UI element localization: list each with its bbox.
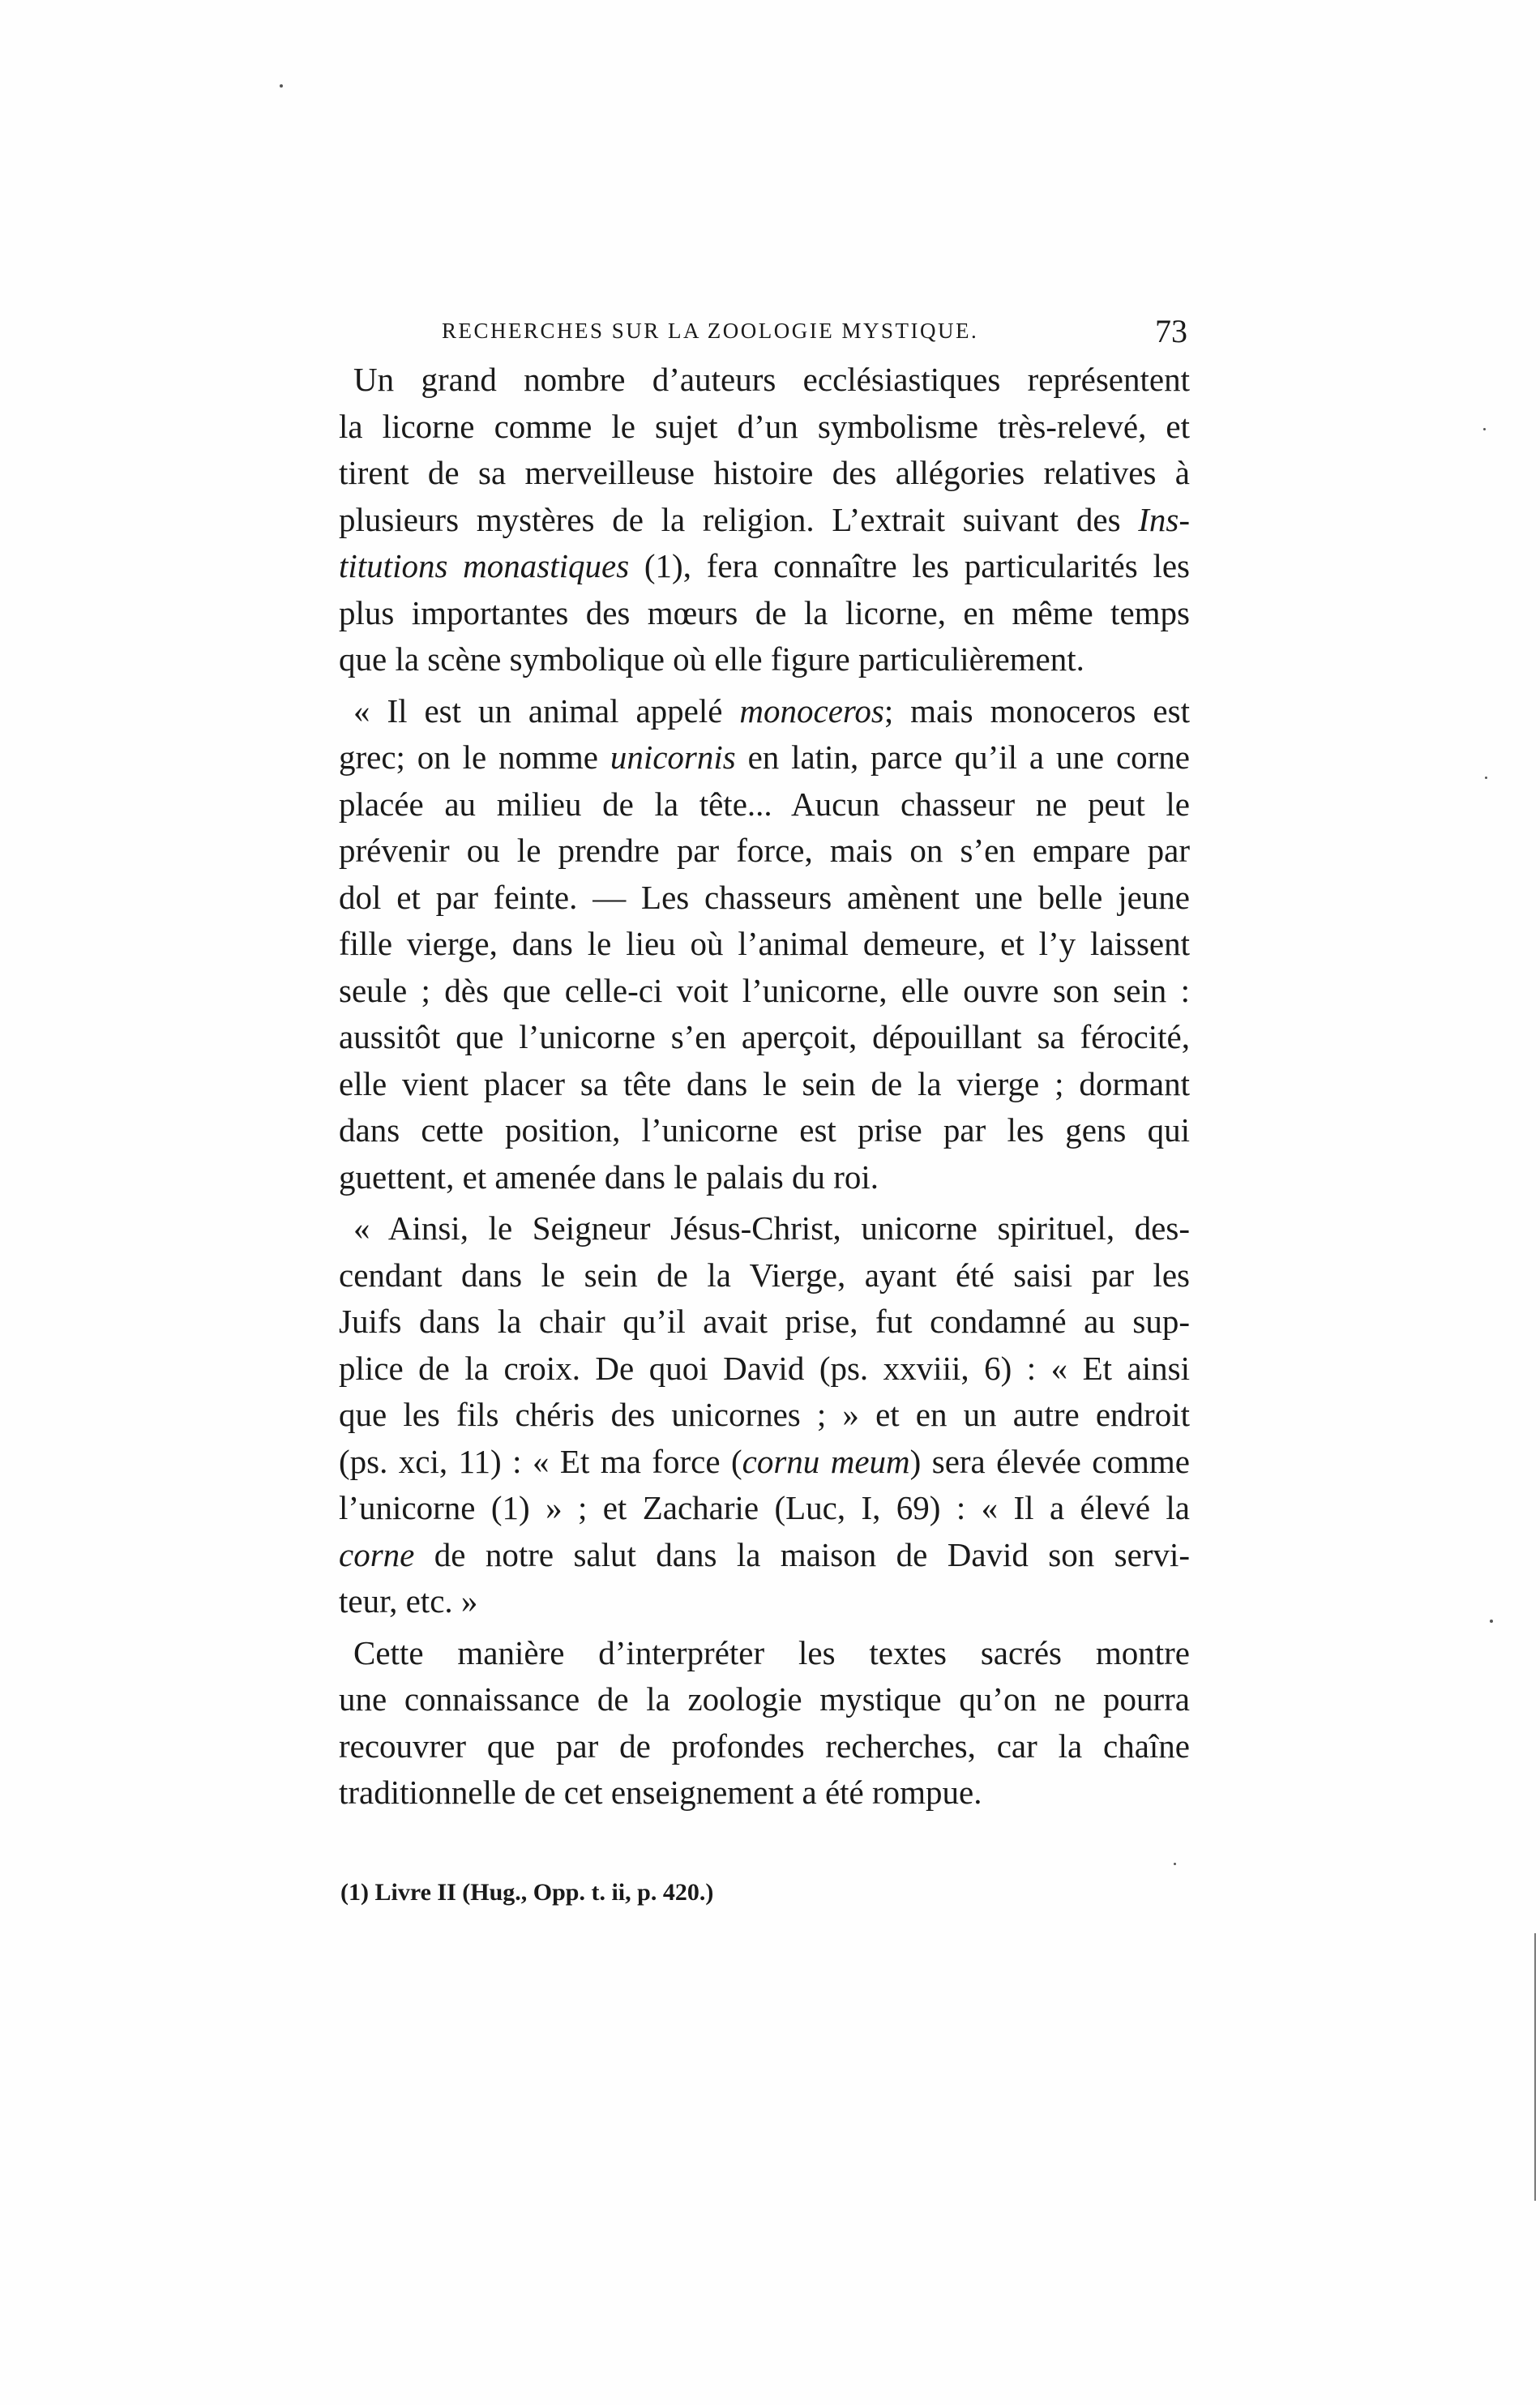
text-line	[339, 1532, 1190, 1579]
text-run: (ps. xci, 11) : « Et ma force (	[339, 1442, 742, 1480]
text-line	[339, 404, 1190, 451]
text-run: l’unicorne (1) » ; et Zacharie (Luc, I, 69) : « Il a élevé la	[339, 1489, 1190, 1526]
text-run: dans cette position, l’unicorne est prise par les gens qui	[339, 1111, 1190, 1149]
italic-text: cornu meum	[742, 1442, 910, 1480]
text-run: guettent, et amenée dans le palais du roi.	[339, 1158, 879, 1196]
text-line	[339, 1014, 1190, 1061]
footnote: (1) Livre II (Hug., Opp. t. ii, p. 420.)	[340, 1879, 714, 1906]
text-run: ) sera élevée comme	[909, 1442, 1190, 1480]
text-run: tirent de sa merveilleuse histoire des allégories relatives à	[339, 454, 1190, 491]
text-line	[339, 734, 1190, 781]
scan-edge-line	[1534, 1933, 1536, 2201]
text-line	[339, 1107, 1190, 1154]
text-run: Juifs dans la chair qu’il avait prise, fut condamné au sup-	[339, 1303, 1190, 1340]
text-run: « Ainsi, le Seigneur Jésus-Christ, unicorne spirituel, des-	[353, 1209, 1190, 1247]
text-run: cendant dans le sein de la Vierge, ayant été saisi par les	[339, 1256, 1190, 1294]
scan-speck	[1485, 777, 1487, 779]
text-line	[339, 1299, 1190, 1346]
scan-speck	[1490, 1620, 1493, 1623]
text-run: traditionnelle de cet enseignement a été rompue.	[339, 1774, 982, 1811]
text-line	[339, 1630, 1190, 1677]
paragraph	[339, 1630, 1190, 1817]
paragraph	[339, 688, 1190, 1201]
italic-text: monoceros	[739, 691, 884, 730]
text-line	[339, 968, 1190, 1015]
text-run: dol et par feinte. — Les chasseurs amènent une belle jeune	[339, 878, 1190, 916]
text-line	[339, 636, 1190, 683]
text-run: placée au milieu de la tête... Aucun chasseur ne peut le	[339, 785, 1190, 823]
text-line	[339, 450, 1190, 497]
text-run: en latin, parce qu’il a une corne	[735, 738, 1190, 776]
text-line	[339, 1061, 1190, 1108]
text-run: fille vierge, dans le lieu où l’animal demeure, et l’y laissent	[339, 925, 1190, 962]
text-line	[339, 828, 1190, 875]
text-line	[339, 497, 1190, 544]
scan-speck	[280, 84, 283, 88]
text-run: plusieurs mystères de la religion. L’extrait suivant des	[339, 500, 1139, 538]
text-line	[339, 1205, 1190, 1252]
text-run: teur, etc. »	[339, 1582, 478, 1620]
text-run: prévenir ou le prendre par force, mais on s’en empare par	[339, 832, 1190, 869]
text-line	[339, 543, 1190, 590]
text-run: plice de la croix. De quoi David (ps. xxviii, 6) : « Et ainsi	[339, 1349, 1190, 1387]
text-run: que les fils chéris des unicornes ; » et en un autre endroit	[339, 1396, 1190, 1433]
scan-speck	[1174, 1863, 1176, 1865]
text-run: que la scène symbolique où elle figure particulièrement.	[339, 640, 1084, 678]
italic-text: corne	[339, 1535, 415, 1573]
text-line	[339, 921, 1190, 968]
text-run: Un grand nombre d’auteurs ecclésiastiques représentent	[353, 361, 1190, 398]
text-run: « Il est un animal appelé	[353, 691, 740, 730]
text-run: de notre salut dans la maison de David son servi-	[414, 1535, 1190, 1573]
text-line	[339, 1439, 1190, 1486]
text-line	[339, 688, 1190, 735]
text-run: ; mais monoceros est	[883, 691, 1190, 730]
scan-speck	[1483, 428, 1486, 430]
text-run: elle vient placer sa tête dans le sein de la vierge ; dormant	[339, 1064, 1190, 1102]
italic-text: Ins-	[1138, 500, 1190, 538]
text-run: Cette manière d’interpréter les textes sacrés montre	[353, 1633, 1190, 1671]
text-line	[339, 875, 1190, 922]
text-line	[339, 1770, 1190, 1817]
italic-text: titutions monastiques	[339, 547, 630, 584]
text-line	[339, 1154, 1190, 1201]
text-run: la licorne comme le sujet d’un symbolisme très-relevé, et	[339, 407, 1190, 445]
text-line	[339, 1578, 1190, 1625]
text-run: aussitôt que l’unicorne s’en aperçoit, dépouillant sa férocité,	[339, 1018, 1190, 1055]
text-line	[339, 1485, 1190, 1532]
text-line	[339, 357, 1190, 404]
text-run: seule ; dès que celle-ci voit l’unicorne, elle ouvre son sein :	[339, 971, 1190, 1009]
running-title: RECHERCHES SUR LA ZOOLOGIE MYSTIQUE.	[442, 319, 979, 343]
paragraph	[339, 357, 1190, 683]
text-run: (1), fera connaître les particularités les	[629, 547, 1190, 584]
text-line	[339, 1676, 1190, 1723]
text-run: grec; on le nomme	[339, 738, 610, 776]
paragraph	[339, 1205, 1190, 1625]
italic-text: unicornis	[610, 738, 736, 776]
text-line	[339, 1723, 1190, 1770]
text-line	[339, 1392, 1190, 1439]
text-line	[339, 1252, 1190, 1299]
body-text	[339, 357, 1190, 1817]
page-number: 73	[1155, 313, 1187, 349]
running-head	[442, 312, 1187, 353]
text-line	[339, 781, 1190, 828]
text-run: une connaissance de la zoologie mystique qu’on ne pourra	[339, 1680, 1190, 1718]
text-run: plus importantes des mœurs de la licorne, en même temps	[339, 593, 1190, 631]
text-line	[339, 1346, 1190, 1393]
text-line	[339, 590, 1190, 637]
text-run: recouvrer que par de profondes recherches, car la chaîne	[339, 1727, 1190, 1765]
